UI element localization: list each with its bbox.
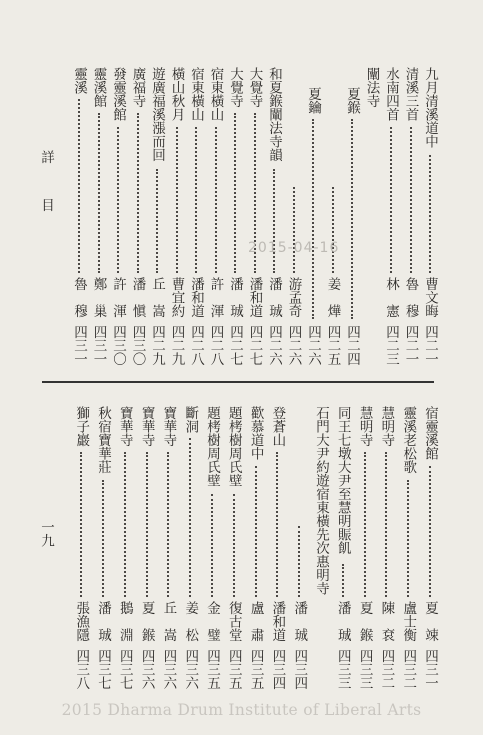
- toc-entry: [89, 67, 109, 365]
- entry-author: 魯 穆: [402, 277, 419, 318]
- toc-entry: [264, 67, 284, 365]
- entry-author: 夏 鍭: [356, 601, 373, 642]
- entry-author: 潘 珹: [95, 601, 111, 642]
- side-label-bottom: 目: [38, 198, 54, 212]
- leader-dots: [176, 127, 179, 273]
- entry-page: 四三六: [182, 648, 199, 689]
- leader-dots: [146, 452, 149, 597]
- entry-page: 四二七: [227, 324, 243, 365]
- entry-page: 四三三: [356, 648, 373, 689]
- entry-author: 鄭 巢: [90, 277, 107, 318]
- leader-dots: [78, 99, 81, 273]
- entry-page: 四二九: [149, 324, 165, 365]
- entry-title: 寶華寺: [116, 406, 133, 447]
- entry-title: 歡慕道中: [247, 406, 264, 460]
- entry-title: 夏鍭: [344, 87, 360, 114]
- leader-dots: [137, 113, 140, 273]
- entry-page: 四三三: [334, 648, 351, 689]
- page-number: 一九: [38, 520, 54, 547]
- entry-page: 四二四: [344, 324, 360, 365]
- leader-dots: [273, 169, 276, 273]
- entry-title: 石門大尹約遊宿東橫先次惠明寺: [313, 406, 329, 595]
- toc-entry: [115, 406, 135, 689]
- toc-entry: [69, 67, 89, 365]
- toc-entry: [333, 406, 353, 689]
- entry-title: 同王七墩大尹至慧明賑飢: [334, 406, 351, 555]
- entry-title: 夏鑰: [305, 87, 321, 114]
- entry-page: 四三〇: [110, 324, 126, 365]
- entry-page: 四二三: [383, 324, 399, 365]
- toc-entry: [245, 67, 265, 365]
- entry-title: 靈溪老松歌: [400, 406, 417, 474]
- leader-dots: [410, 127, 413, 273]
- entry-author: 丘 嵩: [149, 277, 165, 318]
- leader-dots: [364, 452, 367, 597]
- toc-entry: [284, 67, 304, 365]
- toc-entry: [137, 406, 157, 689]
- entry-page: 四三五: [225, 648, 242, 689]
- leader-dots: [167, 452, 170, 597]
- toc-entry: [376, 406, 396, 689]
- leader-dots: [429, 155, 432, 273]
- entry-title: 慧明寺: [356, 406, 373, 447]
- leader-dots: [195, 127, 198, 273]
- leader-dots: [124, 452, 127, 597]
- entry-title: 寶華寺: [160, 406, 177, 447]
- entry-page: 四二八: [207, 324, 224, 365]
- entry-title: 遊廣福溪漲而回: [149, 67, 165, 162]
- toc-entry: [289, 406, 309, 689]
- entry-page: 四三五: [247, 648, 264, 689]
- entry-author: 許 渾: [110, 277, 126, 318]
- entry-author: 姜 燁: [324, 277, 341, 318]
- entry-author: 曹宜約: [168, 277, 185, 318]
- entry-page: 四二九: [168, 324, 185, 365]
- entry-author: 夏 鍭: [138, 601, 155, 642]
- entry-title: 慧明寺: [378, 406, 395, 447]
- entry-author: 盧士衡: [400, 601, 417, 642]
- entry-title: 大覺寺: [227, 67, 243, 108]
- leader-dots: [332, 187, 335, 273]
- toc-entry: [355, 406, 375, 689]
- leader-dots: [298, 526, 301, 597]
- entry-title: 登蒼山: [269, 406, 286, 447]
- entry-page: 四二七: [246, 324, 263, 365]
- entry-page: 四三二: [378, 648, 395, 689]
- entry-author: 魯 穆: [71, 277, 87, 318]
- entry-title: 獅子巖: [73, 406, 90, 447]
- toc-entry: [323, 67, 343, 365]
- leader-dots: [293, 187, 296, 273]
- entry-page: 四三四: [291, 648, 308, 689]
- entry-page: 四三四: [269, 648, 286, 689]
- leader-dots: [233, 494, 236, 597]
- watermark-date: 2015-04-16: [248, 240, 340, 256]
- entry-author: 盧 肅: [247, 601, 264, 642]
- entry-author: 潘和道: [246, 277, 263, 318]
- leader-dots: [351, 119, 354, 319]
- toc-entry: [225, 67, 245, 365]
- watermark-footer: 2015 Dharma Drum Institute of Liberal Arts: [61, 701, 422, 719]
- entry-author: 潘和道: [269, 601, 286, 642]
- entry-author: 姜 松: [182, 601, 199, 642]
- entry-title: 宿東橫山: [188, 67, 204, 121]
- toc-entry: [303, 67, 323, 365]
- toc-entry: [401, 67, 421, 365]
- leader-dots: [407, 480, 410, 597]
- entry-page: 四三一: [422, 648, 438, 689]
- entry-author: 潘 珹: [266, 277, 282, 318]
- entry-page: 四三六: [160, 648, 177, 689]
- leader-dots: [276, 452, 279, 597]
- entry-page: 四三七: [95, 648, 111, 689]
- toc-entry: [362, 67, 382, 365]
- toc-entry: [202, 406, 222, 689]
- entry-author: 潘和道: [188, 277, 204, 318]
- entry-author: 潘 愼: [129, 277, 146, 318]
- leader-dots: [98, 113, 101, 273]
- leader-dots: [80, 452, 83, 597]
- toc-entry: [342, 67, 362, 365]
- entry-page: 四三七: [116, 648, 133, 689]
- leader-dots: [102, 480, 105, 597]
- entry-page: 四二一: [402, 324, 419, 365]
- entry-page: 四三五: [204, 648, 220, 689]
- leader-dots: [189, 438, 192, 597]
- toc-entry: [128, 67, 148, 365]
- leader-dots: [312, 119, 315, 319]
- entry-title: 九月清溪道中: [422, 67, 438, 148]
- entry-title: 斷洞: [182, 406, 199, 433]
- entry-title: 靈溪: [71, 67, 87, 94]
- entry-title: 橫山秋月: [168, 67, 185, 121]
- entry-title: 題栲樹周氏壁: [225, 406, 242, 487]
- entry-page: 四三八: [73, 648, 90, 689]
- leader-dots: [215, 127, 218, 273]
- toc-entry: [71, 406, 91, 689]
- section-divider: [42, 381, 434, 383]
- leader-dots: [211, 494, 214, 597]
- entry-title: 水南四首: [383, 67, 399, 121]
- toc-entry: [93, 406, 113, 689]
- toc-entry: [147, 67, 167, 365]
- entry-title: 寶華寺: [138, 406, 155, 447]
- leader-dots: [342, 564, 345, 597]
- entry-author: 潘 珹: [334, 601, 351, 642]
- entry-title: 闡法寺: [363, 67, 380, 108]
- entry-author: 張漁隱: [73, 601, 90, 642]
- entry-author: 潘 珹: [291, 601, 308, 642]
- entry-author: 潘 珹: [227, 277, 243, 318]
- toc-entry: [246, 406, 266, 689]
- entry-title: 大覺寺: [246, 67, 263, 108]
- entry-title: 清溪三首: [402, 67, 419, 121]
- entry-title: 題栲樹周氏壁: [204, 406, 220, 487]
- entry-title: 和夏鍭闡法寺韻: [266, 67, 282, 162]
- leader-dots: [234, 113, 237, 273]
- leader-dots: [255, 466, 258, 597]
- entry-title: 廣福寺: [129, 67, 146, 108]
- entry-author: 金 璧: [204, 601, 220, 642]
- toc-entry: [206, 67, 226, 365]
- entry-title: 發靈溪館: [110, 67, 126, 121]
- toc-entry: [224, 406, 244, 689]
- leader-dots: [117, 127, 120, 273]
- toc-entry: [420, 67, 440, 365]
- entry-author: 林 憲: [383, 277, 399, 318]
- toc-entry: [158, 406, 178, 689]
- entry-page: 四二五: [324, 324, 341, 365]
- leader-dots: [385, 452, 388, 597]
- entry-title: 靈溪館: [90, 67, 107, 108]
- toc-entry: [180, 406, 200, 689]
- entry-title: 宿靈溪館: [422, 406, 438, 460]
- entry-author: 游孟奇: [285, 277, 302, 318]
- entry-author: 許 渾: [207, 277, 224, 318]
- entry-author: 夏 竦: [422, 601, 438, 642]
- toc-entry: [420, 406, 440, 689]
- toc-entry: [267, 406, 287, 689]
- entry-author: 復古堂: [225, 601, 242, 642]
- leader-dots: [156, 169, 159, 273]
- entry-page: 四三六: [138, 648, 155, 689]
- leader-dots: [390, 127, 393, 273]
- entry-title: 宿東橫山: [207, 67, 224, 121]
- entry-title: 秋宿寶華莊: [95, 406, 111, 474]
- entry-page: 四二六: [266, 324, 282, 365]
- leader-dots: [429, 466, 432, 597]
- toc-entry: [167, 67, 187, 365]
- entry-page: 四二六: [305, 324, 321, 365]
- entry-page: 四二一: [422, 324, 438, 365]
- entry-page: 四三二: [400, 648, 417, 689]
- toc-entry: [186, 67, 206, 365]
- entry-author: 陳 袞: [378, 601, 395, 642]
- entry-page: 四三一: [71, 324, 87, 365]
- side-label-top: 詳: [38, 150, 54, 164]
- toc-entry: [108, 67, 128, 365]
- entry-page: 四二六: [285, 324, 302, 365]
- toc-entry: [381, 67, 401, 365]
- entry-page: 四二八: [188, 324, 204, 365]
- entry-author: 曹文晦: [422, 277, 438, 318]
- entry-page: 四三一: [90, 324, 107, 365]
- toc-entry: [311, 406, 331, 689]
- entry-author: 丘 嵩: [160, 601, 177, 642]
- toc-entry: [398, 406, 418, 689]
- entry-page: 四三〇: [129, 324, 146, 365]
- entry-author: 鵝 淵: [116, 601, 133, 642]
